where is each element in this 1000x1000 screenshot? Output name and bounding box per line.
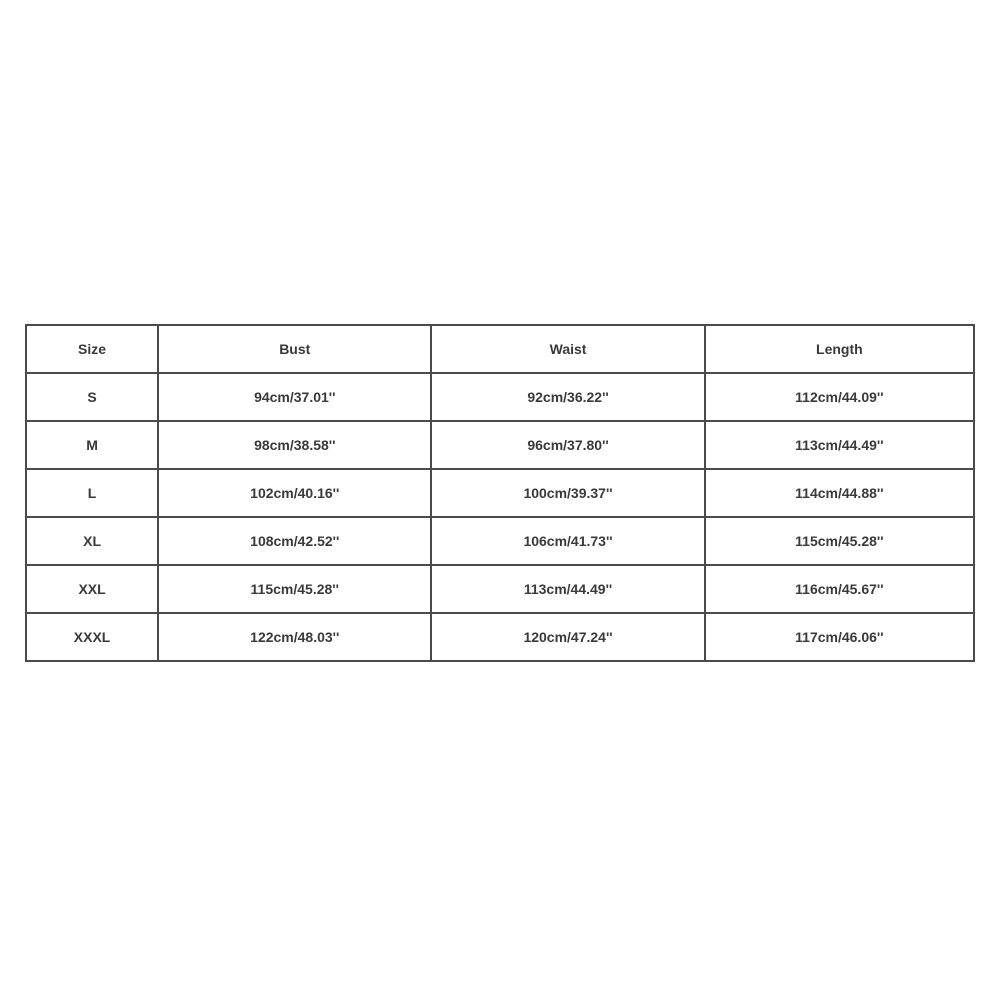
waist-cell: 92cm/36.22'' xyxy=(431,373,704,421)
length-cell: 112cm/44.09'' xyxy=(705,373,974,421)
bust-cell: 115cm/45.28'' xyxy=(158,565,431,613)
length-cell: 113cm/44.49'' xyxy=(705,421,974,469)
size-cell: S xyxy=(26,373,158,421)
size-cell: XXXL xyxy=(26,613,158,661)
size-cell: XXL xyxy=(26,565,158,613)
waist-cell: 100cm/39.37'' xyxy=(431,469,704,517)
header-length: Length xyxy=(705,325,974,373)
waist-cell: 120cm/47.24'' xyxy=(431,613,704,661)
bust-cell: 94cm/37.01'' xyxy=(158,373,431,421)
bust-cell: 102cm/40.16'' xyxy=(158,469,431,517)
bust-cell: 108cm/42.52'' xyxy=(158,517,431,565)
table-row xyxy=(26,565,974,613)
bust-cell: 122cm/48.03'' xyxy=(158,613,431,661)
length-cell: 117cm/46.06'' xyxy=(705,613,974,661)
waist-cell: 113cm/44.49'' xyxy=(431,565,704,613)
bust-cell: 98cm/38.58'' xyxy=(158,421,431,469)
table-row xyxy=(26,469,974,517)
waist-cell: 106cm/41.73'' xyxy=(431,517,704,565)
length-cell: 114cm/44.88'' xyxy=(705,469,974,517)
table-row xyxy=(26,373,974,421)
size-cell: M xyxy=(26,421,158,469)
table-row xyxy=(26,517,974,565)
size-chart-table xyxy=(25,324,975,662)
header-size: Size xyxy=(26,325,158,373)
header-bust: Bust xyxy=(158,325,431,373)
header-waist: Waist xyxy=(431,325,704,373)
waist-cell: 96cm/37.80'' xyxy=(431,421,704,469)
size-cell: XL xyxy=(26,517,158,565)
table-body xyxy=(26,373,974,661)
header-row xyxy=(26,325,974,373)
table-header xyxy=(26,325,974,373)
length-cell: 115cm/45.28'' xyxy=(705,517,974,565)
table-row xyxy=(26,613,974,661)
length-cell: 116cm/45.67'' xyxy=(705,565,974,613)
size-cell: L xyxy=(26,469,158,517)
table-row xyxy=(26,421,974,469)
